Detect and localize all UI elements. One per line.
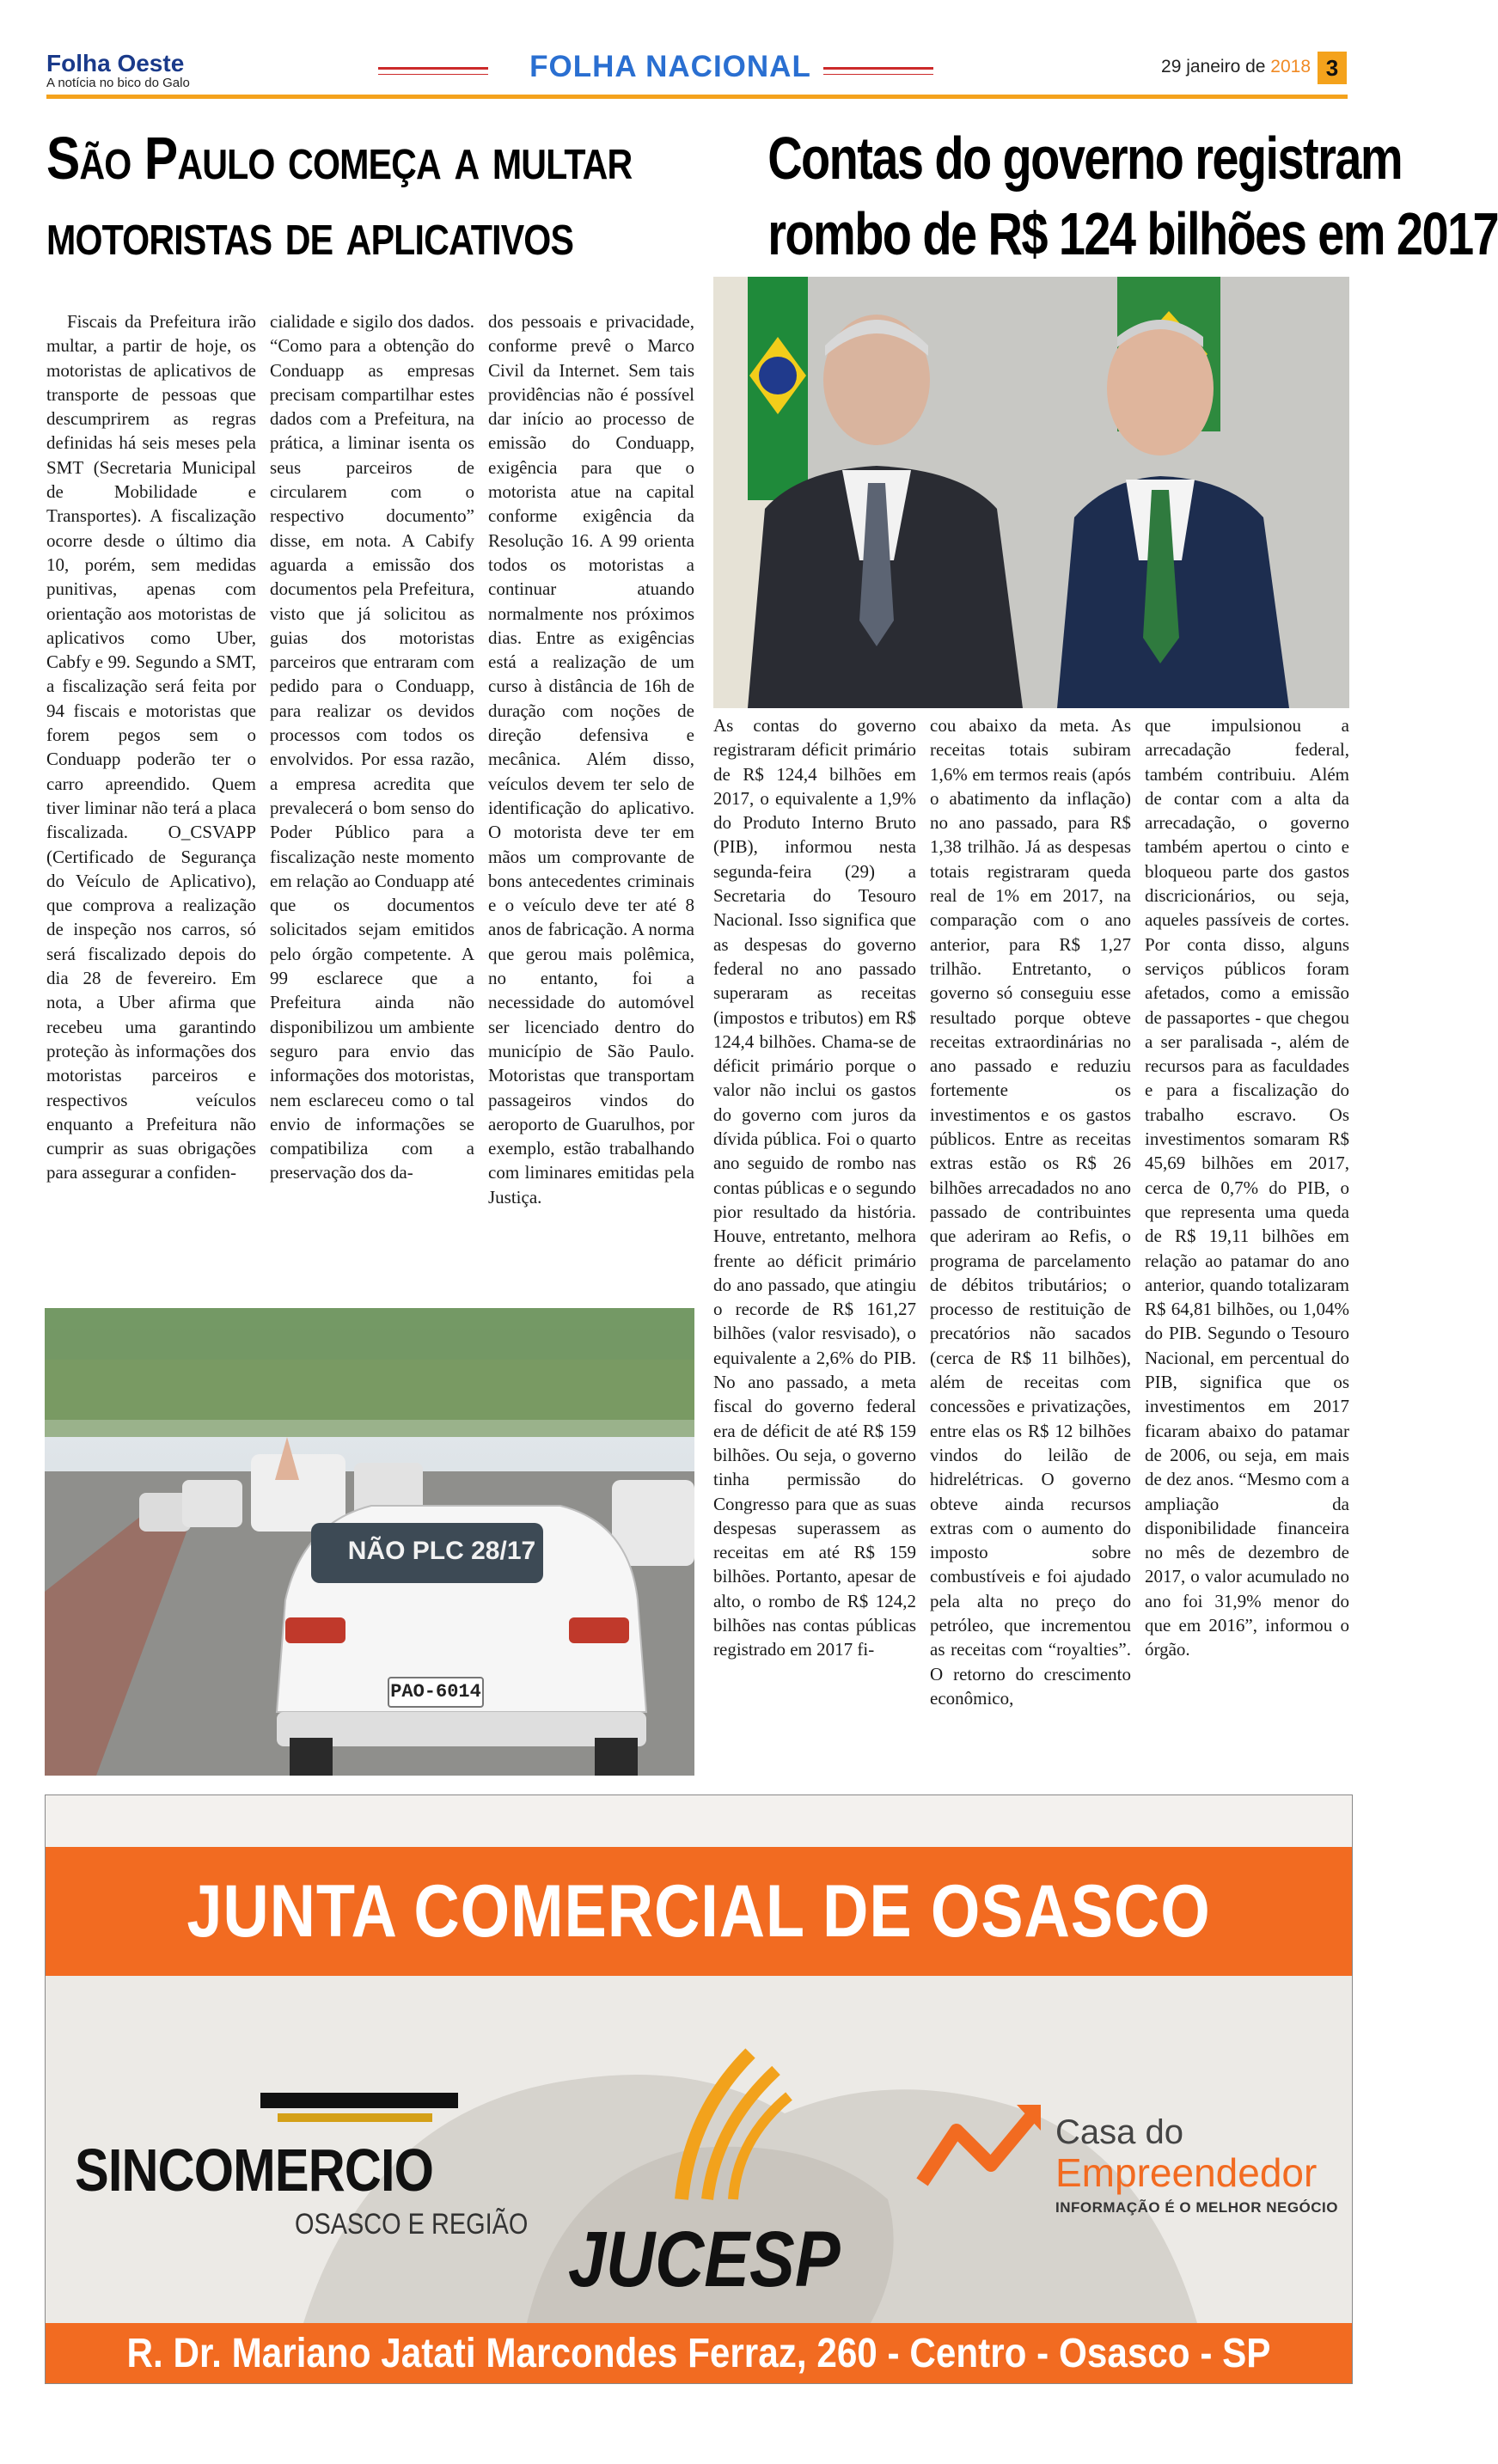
page-number: 3 [1318, 52, 1347, 84]
headline-uber-line2: motoristas de aplicativos [46, 200, 574, 267]
header-deco-right [823, 67, 933, 70]
politicians-illustration [713, 277, 1349, 708]
uber-article-col2: cialidade e sigilo dos dados. “Como para a obtenção do Conduapp as empresas precisam compartilhar estes dados com a Prefeitura, na prática, a liminar isenta os seus parceiros de circularem com o respectivo documento” disse, em nota. A Cabify aguarda a emissão dos documentos pela Prefeitura, visto que já solicitou as guias dos motoristas parceiros que entraram com pedido para o Conduapp, para realizar os devidos processos com todos os envolvidos. Por essa razão, a empresa acredita que prevalecerá o bom senso do Poder Público para a fiscalização neste momento em relação ao Conduapp até que os documentos solicitados sejam emitidos pelo órgão competente. A 99 esclarece que a Prefeitura ainda não disponibilizou um ambiente seguro para envio das informações dos motoristas, nem esclareceu como o tal envio de informações se compatibiliza com a preservação dos da- [270, 311, 474, 1183]
advertisement-junta-comercial[interactable] [45, 1795, 1353, 2384]
jucesp-logo-text: JUCESP [568, 2216, 841, 2303]
headline-uber-line1: São Paulo começa a multar [46, 125, 633, 192]
fiscal-article-col3: que impulsionou a arrecadação federal, também contribuiu. Além de contar com a alta da arrecadação, o governo também apertou o cinto e bloqueou parte dos gastos discricionários, ou seja, aqueles passíveis de cortes. Por conta disso, alguns serviços públicos foram afetados, como a emissão de passaportes - que chegou a ser paralisada -, além de recursos para as faculdades e para a fiscalização do trabalho escravo. Os investimentos somaram R$ 45,69 bilhões em 2017, cerca de 0,7% do PIB, o que representa uma queda de R$ 19,11 bilhões em relação ao patamar do ano anterior, quando totalizaram R$ 64,81 bilhões, ou 1,04% do PIB. Segundo o Tesouro Nacional, em percentual do PIB, significa que os investimentos em 2017 ficaram abaixo do patamar de 2006, ou seja, em mais de dez anos. “Mesmo com a ampliação da disponibilidade financeira no mês de dezembro de 2017, o valor acumulado no ano foi 31,9% menor do que em 2016”, informou o órgão. [1145, 715, 1349, 1660]
sincomercio-logo-text: SINCOMERCIO [75, 2137, 434, 2204]
casa-empreendedor-emblem [914, 2096, 1042, 2191]
fiscal-article-col2: cou abaixo da meta. As receitas totais subiram 1,6% em termos reais (após o abatimento da inflação) no ano passado, para R$ 1,38 trilhão. Já as despesas totais registraram queda real de 1% em 2017, na comparação com o ano anterior, para R$ 1,27 trilhão. Entretanto, o governo só conseguiu esse resultado porque obteve receitas extraordinárias no ano passado e reduziu fortemente os investimentos e os gastos públicos. Entre as receitas extras estão os R$ 26 bilhões arrecadados no ano passado de contribuintes que aderiram ao Refis, o programa de parcelamento de débitos tributários; o processo de restituição de precatórios não sacados (cerca de R$ 11 bilhões), além de receitas com concessões e privatizações, entre elas os R$ 12 bilhões vindos do leilão de hidrelétricas. O governo obteve ainda recursos extras com o aumento do imposto sobre combustíveis e foi ajudado pela alta no preço do petróleo, que incrementou as receitas com “royalties”. O retorno do crescimento econômico, [930, 715, 1131, 1709]
sincomercio-subtitle: OSASCO E REGIÃO [295, 2208, 529, 2241]
headline-fiscal-article [703, 120, 1498, 272]
casa-empreendedor-slogan: INFORMAÇÃO É O MELHOR NEGÓCIO [1055, 2199, 1338, 2216]
issue-date [1161, 57, 1311, 77]
casa-empreendedor-line2: Empreendedor [1055, 2150, 1318, 2195]
header-deco-left [378, 67, 488, 70]
fiscal-article-col1: As contas do governo registraram déficit primário de R$ 124,4 bilhões em 2017, o equivalente a 1,9% do Produto Interno Bruto (PIB), informou nesta segunda-feira (29) a Secretaria do Tesouro Nacional. Isso significa que as despesas do governo federal no ano passado superaram as receitas (impostos e tributos) em R$ 124,4 bilhões. Chama-se de déficit primário porque o valor não inclui os gastos do governo com juros da dívida pública. Foi o quarto ano seguido de rombo nas contas públicas e o segundo pior resultado da história. Houve, entretanto, melhora frente ao déficit primário do ano passado, que atingiu o recorde de R$ 161,27 bilhões (valor resvisado), o equivalente a 2,6% do PIB. No ano passado, a meta fiscal do governo federal era de déficit de até R$ 159 bilhões. Ou seja, o governo tinha permissão do Congresso para que as suas despesas superassem as receitas em até R$ 159 bilhões. Portanto, apesar de alto, o rombo de R$ 124,2 bilhões nas contas públicas registrado em 2017 fi- [713, 715, 916, 1660]
politicians-photo [713, 277, 1349, 708]
ad-title: JUNTA COMERCIAL DE OSASCO [186, 1870, 1211, 1953]
header-rule [46, 95, 1348, 99]
brand-slogan: A notícia no bico do Galo [46, 76, 190, 90]
issue-date-year: 2018 [1270, 57, 1311, 76]
uber-article-col1: Fiscais da Prefeitura irão multar, a partir de hoje, os motoristas de aplicativos de transporte de pessoas que descumprirem as regras definidas há seis meses pela SMT (Secretaria Municipal de Mobilidade e Transportes). A fiscalização ocorre desde o último dia 10, porém, sem medidas punitivas, apenas com orientação aos motoristas de aplicativos como Uber, Cabfy e 99. Segundo a SMT, a fiscalização será feita por 94 fiscais e motoristas que forem pegos sem o Conduapp poderão ter o carro apreendido. Quem tiver liminar não terá a placa fiscalizada. O_CSVAPP (Certificado de Segurança do Veículo de Aplicativo), que comprova a realização de inspeção nos carros, só será fiscalizado depois do dia 28 de fevereiro. Em nota, a Uber afirma que recebeu uma garantindo proteção às informações dos motoristas parceiros e respectivos veículos enquanto a Prefeitura não cumprir as suas obrigações para assegurar a confiden- [46, 311, 256, 1183]
headline-fiscal-line2: rombo de R$ 124 bilhões em 2017 [767, 200, 1498, 267]
header-deco-left-thin [378, 74, 488, 75]
section-title: FOLHA NACIONAL [529, 50, 811, 83]
headline-fiscal-line1: Contas do governo registram [767, 125, 1403, 192]
jucesp-emblem [647, 2045, 793, 2208]
taxi-license-plate: PAO-6014 [390, 1681, 481, 1703]
uber-article-col3: dos pessoais e privacidade, conforme prevê o Marco Civil da Internet. Sem tais providências não é possível dar início ao processo de emissão do Conduapp, exigência para que o motorista atue na capital conforme exigência da Resolução 16. A 99 orienta todos os motoristas a continuar atuando normalmente nos próximos dias. Entre as exigências está a realização de um curso à distância de 16h de duração com noções de direção defensiva e mecânica. Além disso, veículos devem ter selo de identificação do aplicativo. O motorista deve ter em mãos um comprovante de bons antecedentes criminais e o veículo deve ter até 8 anos de fabricação. A norma que gerou mais polêmica, no entanto, foi a necessidade do automóvel ser licenciado dentro do município de São Paulo. Motoristas que transportam passageiros vindos do aeroporto de Guarulhos, por exemplo, estão trabalhando com liminares emitidas pela Justiça. [488, 311, 694, 1208]
issue-date-text: 29 janeiro de [1161, 57, 1271, 76]
ad-address: R. Dr. Mariano Jatati Marcondes Ferraz, 260 - Centro - Osasco - SP [126, 2331, 1271, 2376]
taxi-protest-photo [45, 1308, 694, 1776]
header-deco-right-thin [823, 74, 933, 75]
ad-top-strip [46, 1795, 1352, 1847]
brand-name: Folha Oeste [46, 50, 185, 76]
headline-uber-article [46, 120, 700, 272]
casa-empreendedor-line1: Casa do [1055, 2113, 1183, 2151]
taxi-window-sign: NÃO PLC 28/17 [347, 1537, 536, 1565]
